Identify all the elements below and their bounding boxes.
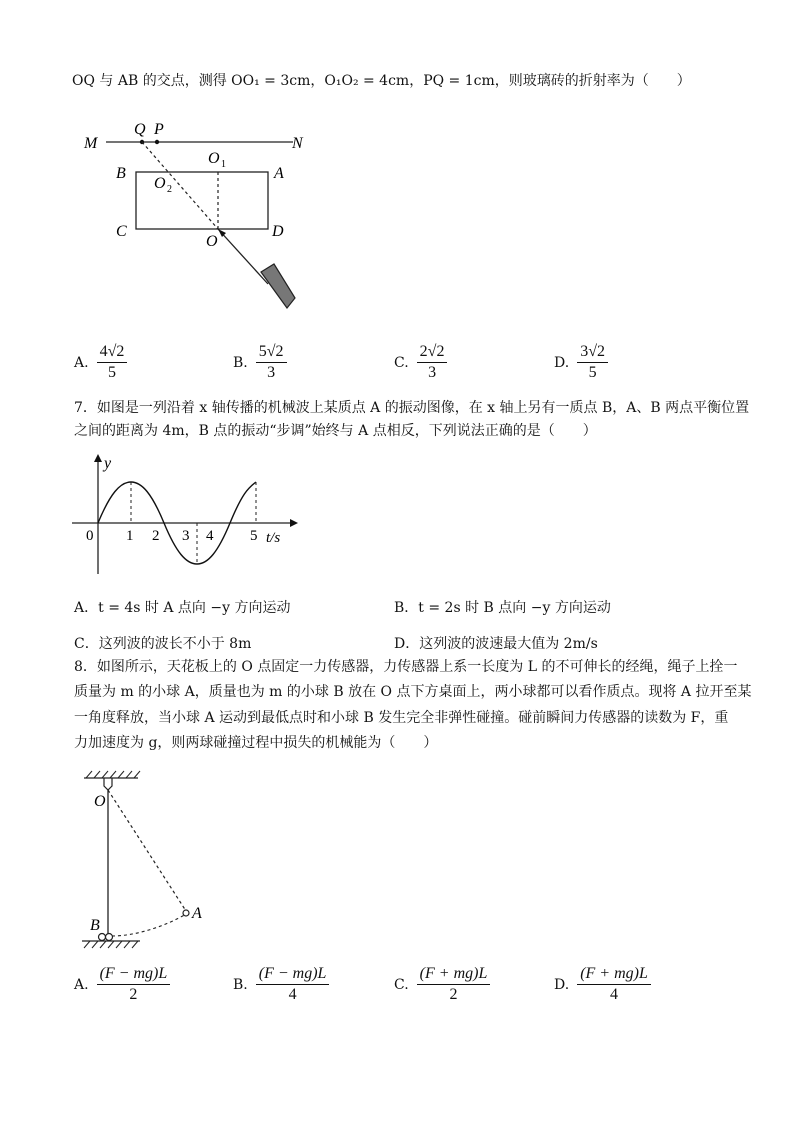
- ball-A-at-bottom: [106, 934, 113, 941]
- q8-option-C[interactable]: C. $\frac{(F + mg)L}{2}$: [394, 965, 490, 1004]
- tick-5: 5: [250, 528, 258, 544]
- label-A: A: [274, 165, 284, 182]
- q8-option-D[interactable]: D. $\frac{(F + mg)L}{4}$: [554, 965, 651, 1004]
- force-sensor: [104, 778, 112, 790]
- q6-option-D[interactable]: D. $\frac{3√2}{5}$: [554, 343, 608, 382]
- pencil-icon: [261, 264, 295, 308]
- q7-stem-line2: 之间的距离为 4m，B 点的振动“步调”始终与 A 点相反，下列说法正确的是（ ）: [74, 423, 597, 439]
- tick-4: 4: [206, 528, 214, 544]
- svg-text:2: 2: [167, 184, 172, 195]
- q6-option-C[interactable]: C. $\frac{2√2}{3}$: [394, 343, 447, 382]
- q8-stem-line2: 质量为 m 的小球 A，质量也为 m 的小球 B 放在 O 点下方桌面上，两小球都可以看作质点。现将 A 拉开至某: [74, 684, 752, 700]
- q7-option-A[interactable]: A．t = 4s 时 A 点向 −y 方向运动: [74, 600, 291, 616]
- x-axis-label: t/s: [266, 530, 281, 546]
- label-O2: O: [154, 175, 166, 192]
- label-B: B: [90, 917, 100, 934]
- label-B: B: [116, 165, 126, 182]
- ball-B: [99, 934, 106, 941]
- q8-stem-line4: 力加速度为 g，则两球碰撞过程中损失的机械能为（ ）: [74, 735, 438, 751]
- label-O1: O: [208, 150, 220, 167]
- q8-option-B[interactable]: B. $\frac{(F - mg)L}{4}$: [233, 965, 329, 1004]
- label-M: M: [84, 135, 98, 152]
- q6-glass-brick-figure: [78, 112, 318, 322]
- q7-option-D[interactable]: D．这列波的波速最大值为 2m/s: [394, 636, 598, 652]
- label-D: D: [272, 223, 284, 240]
- q7-option-B[interactable]: B．t = 2s 时 B 点向 −y 方向运动: [394, 600, 611, 616]
- q6-stem: OQ 与 AB 的交点，测得 OO₁ = 3cm，O₁O₂ = 4cm，PQ = 1cm，则玻璃砖的折射率为（ ）: [72, 73, 691, 89]
- svg-text:1: 1: [221, 159, 226, 170]
- label-Q: Q: [134, 121, 146, 138]
- q6-option-A[interactable]: A. $\frac{4√2}{5}$: [74, 343, 127, 382]
- q8-pendulum-figure: [76, 768, 216, 953]
- q7-option-C[interactable]: C．这列波的波长不小于 8m: [74, 636, 252, 652]
- tick-2: 2: [152, 528, 160, 544]
- label-C: C: [116, 223, 127, 240]
- tick-0: 0: [86, 528, 94, 544]
- label-P: P: [154, 121, 164, 138]
- tick-1: 1: [126, 528, 134, 544]
- q7-vibration-graph: [68, 452, 298, 582]
- q8-stem-line1: 8．如图所示，天花板上的 O 点固定一力传感器，力传感器上系一长度为 L 的不可伸长的经绳，绳子上拴一: [74, 659, 738, 675]
- q8-option-A[interactable]: A. $\frac{(F - mg)L}{2}$: [74, 965, 170, 1004]
- y-axis-label: y: [104, 455, 112, 472]
- q7-stem-line1: 7．如图是一列沿着 x 轴传播的机械波上某质点 A 的振动图像，在 x 轴上另有一质点 B，A、B 两点平衡位置: [74, 400, 750, 416]
- label-A: A: [192, 905, 202, 922]
- label-O: O: [206, 233, 218, 250]
- q8-stem-line3: 一角度释放，当小球 A 运动到最低点时和小球 B 发生完全非弹性碰撞。碰前瞬间力传感器的读数为 F，重: [74, 710, 729, 726]
- tick-3: 3: [182, 528, 190, 544]
- q6-option-B[interactable]: B. $\frac{5√2}{3}$: [233, 343, 287, 382]
- label-N: N: [292, 135, 303, 152]
- label-O: O: [94, 793, 106, 810]
